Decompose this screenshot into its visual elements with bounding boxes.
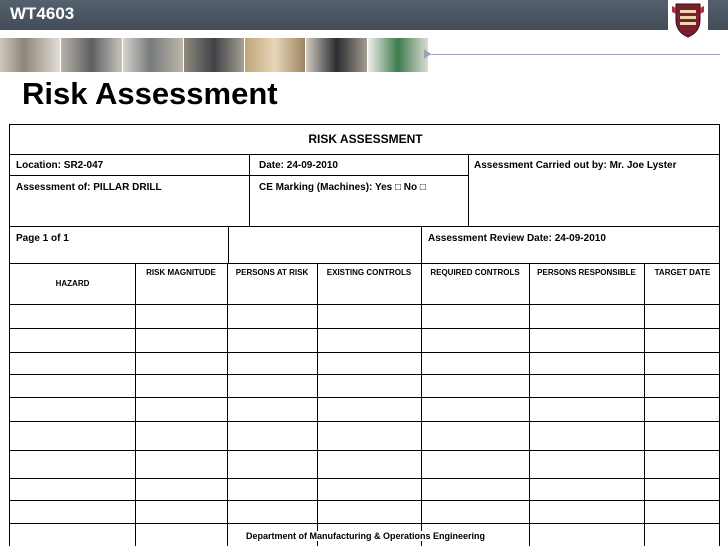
column-header-existing-controls: EXISTING CONTROLS xyxy=(326,268,412,277)
table-row xyxy=(10,478,720,479)
table-row xyxy=(10,374,720,375)
column-divider xyxy=(227,263,228,546)
table-row xyxy=(10,328,720,329)
column-divider xyxy=(644,263,645,546)
column-header-risk-magnitude: RISK MAGNITUDE xyxy=(146,268,216,277)
course-code: WT4603 xyxy=(10,4,75,23)
column-divider xyxy=(317,263,318,546)
date-field: Date: 24-09-2010 xyxy=(259,160,338,171)
column-header-persons-responsible: PERSONS RESPONSIBLE xyxy=(537,268,636,277)
row-divider xyxy=(10,226,720,227)
column-header-target-date: TARGET DATE xyxy=(654,268,711,277)
table-saw-photo xyxy=(184,38,245,72)
column-divider xyxy=(228,226,229,263)
ce-marking-field: CE Marking (Machines): Yes □ No □ xyxy=(259,182,426,193)
university-crest-icon xyxy=(668,0,708,40)
pillar-drill-photo xyxy=(61,38,122,72)
bandsaw-photo xyxy=(0,38,61,72)
table-row xyxy=(10,304,720,305)
column-divider xyxy=(468,154,469,226)
divider-line xyxy=(430,54,720,55)
risk-assessment-form xyxy=(9,124,720,546)
row-divider xyxy=(10,175,468,176)
column-divider xyxy=(421,263,422,546)
location-field: Location: SR2-047 xyxy=(16,160,104,171)
column-divider xyxy=(249,154,250,226)
assessor-field: Assessment Carried out by: Mr. Joe Lyster xyxy=(474,160,677,171)
column-header-hazard: HAZARD xyxy=(55,279,90,288)
machinery-photo-strip xyxy=(0,38,428,72)
router-table-photo xyxy=(306,38,367,72)
column-divider xyxy=(421,226,422,263)
title-bar xyxy=(0,0,728,30)
saw-bench-photo xyxy=(245,38,306,72)
table-row xyxy=(10,500,720,501)
page-number-field: Page 1 of 1 xyxy=(16,233,69,244)
table-row xyxy=(10,352,720,353)
row-divider xyxy=(10,154,720,155)
column-divider xyxy=(135,263,136,546)
footer-department: Department of Manufacturing & Operations Engineering xyxy=(246,531,486,541)
column-divider xyxy=(529,263,530,546)
column-header-required-controls: REQUIRED CONTROLS xyxy=(430,268,520,277)
table-row xyxy=(10,450,720,451)
lathe-photo xyxy=(123,38,184,72)
table-row xyxy=(10,397,720,398)
row-divider xyxy=(10,263,720,264)
hand-router-photo xyxy=(368,38,428,72)
review-date-field: Assessment Review Date: 24-09-2010 xyxy=(428,233,606,244)
assessment-of-field: Assessment of: PILLAR DRILL xyxy=(16,182,162,193)
page-title: Risk Assessment xyxy=(22,76,278,111)
table-row xyxy=(10,421,720,422)
form-heading: RISK ASSESSMENT xyxy=(308,132,423,146)
table-row xyxy=(10,523,720,524)
column-header-persons-at-risk: PERSONS AT RISK xyxy=(235,268,309,277)
